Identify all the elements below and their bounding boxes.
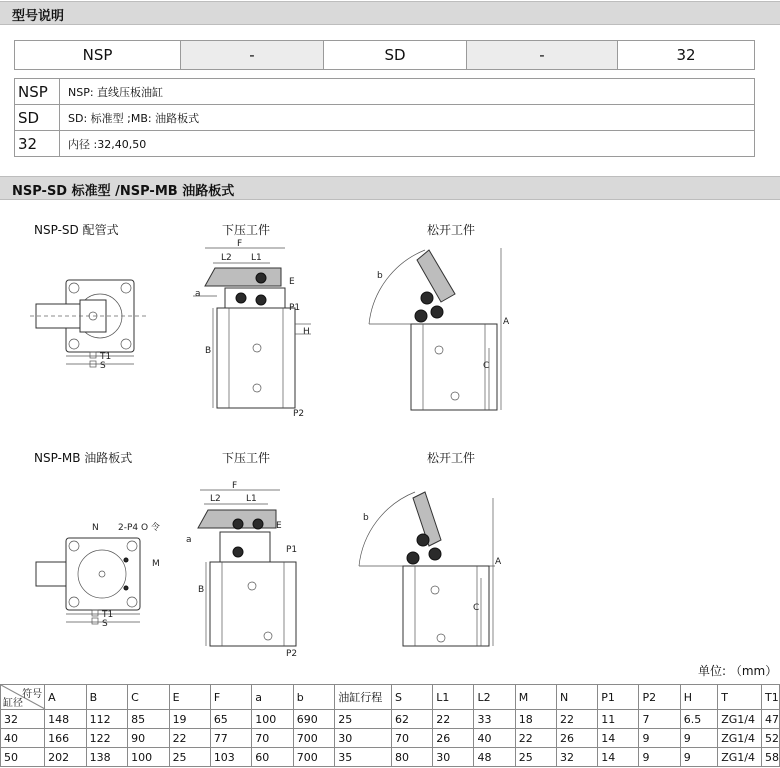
table-cell: 25 xyxy=(169,748,210,767)
column-header: A xyxy=(45,685,86,710)
dim-label: L2 xyxy=(210,494,221,504)
table-cell: 700 xyxy=(293,729,334,748)
table-cell: 22 xyxy=(433,710,474,729)
column-header: b xyxy=(293,685,334,710)
table-cell: 33 xyxy=(474,710,515,729)
code-desc-cell: SD: 标准型 ;MB: 油路板式 xyxy=(60,105,755,131)
table-cell: 14 xyxy=(598,729,639,748)
table-cell: 690 xyxy=(293,710,334,729)
column-header: 油缸行程 xyxy=(335,685,392,710)
table-cell: 35 xyxy=(335,748,392,767)
table-cell: 60 xyxy=(252,748,293,767)
dim-label: F xyxy=(232,481,238,491)
mb-release-view-drawing xyxy=(355,488,505,658)
table-cell: 112 xyxy=(86,710,127,729)
table-cell: 9 xyxy=(639,748,680,767)
code-cell: NSP xyxy=(15,79,60,105)
model-code-table xyxy=(14,40,755,70)
table-cell: 65 xyxy=(210,710,251,729)
table-cell: 22 xyxy=(169,729,210,748)
table-cell: 138 xyxy=(86,748,127,767)
model-section-header xyxy=(0,1,780,25)
table-cell: 25 xyxy=(515,748,556,767)
figure-label: 松开工件 xyxy=(427,451,476,465)
code-cell: SD xyxy=(15,105,60,131)
figure-label: 下压工件 xyxy=(222,223,271,237)
dim-label: N xyxy=(92,523,99,533)
sd-release-view-drawing xyxy=(365,238,515,423)
dim-label: T1 xyxy=(100,352,112,362)
table-row xyxy=(15,79,755,105)
dim-label: L1 xyxy=(251,253,262,263)
table-cell: 19 xyxy=(169,710,210,729)
figure-label: NSP-MB 油路板式 xyxy=(34,451,133,465)
corner-bottom-label: 缸径 xyxy=(3,698,23,709)
column-header: C xyxy=(128,685,169,710)
figure-label: 下压工件 xyxy=(222,451,271,465)
dim-label: L1 xyxy=(246,494,257,504)
model-code-part: 32 xyxy=(618,41,755,70)
dim-label: A xyxy=(503,317,510,327)
table-cell: 14 xyxy=(598,748,639,767)
table-cell: 9 xyxy=(680,729,717,748)
dim-label: P1 xyxy=(289,303,301,313)
dim-label: H xyxy=(303,327,310,337)
dim-label: F xyxy=(237,239,243,249)
corner-top-label: 符号 xyxy=(22,689,43,700)
table-cell: 40 xyxy=(474,729,515,748)
table-cell: 26 xyxy=(556,729,597,748)
column-header: S xyxy=(391,685,432,710)
code-description-table xyxy=(14,78,755,157)
table-cell: 18 xyxy=(515,710,556,729)
table-cell: 6.5 xyxy=(680,710,717,729)
model-code-part: SD xyxy=(324,41,467,70)
dim-label: B xyxy=(205,346,212,356)
code-desc-cell: 内径 :32,40,50 xyxy=(60,131,755,157)
table-cell: 32 xyxy=(556,748,597,767)
column-header: T xyxy=(718,685,762,710)
table-cell: 77 xyxy=(210,729,251,748)
figure-label: NSP-SD 配管式 xyxy=(34,223,119,237)
column-header: a xyxy=(252,685,293,710)
code-desc-cell: NSP: 直线压板油缸 xyxy=(60,79,755,105)
table-cell: 9 xyxy=(639,729,680,748)
table-cell: 47 xyxy=(762,710,780,729)
table-row xyxy=(1,710,780,729)
spec-header-row xyxy=(1,685,780,710)
table-row xyxy=(1,748,780,767)
table-cell: 26 xyxy=(433,729,474,748)
dim-label: M xyxy=(152,559,160,569)
dim-label: E xyxy=(276,521,282,531)
sd-top-view-drawing xyxy=(30,270,150,380)
table-cell: 11 xyxy=(598,710,639,729)
table-cell: 22 xyxy=(515,729,556,748)
table-cell: 85 xyxy=(128,710,169,729)
table-cell: 25 xyxy=(335,710,392,729)
table-cell: 32 xyxy=(1,710,45,729)
dim-label: P1 xyxy=(286,545,298,555)
table-cell: 70 xyxy=(252,729,293,748)
model-code-part: - xyxy=(181,41,324,70)
table-cell: 80 xyxy=(391,748,432,767)
table-cell: 52 xyxy=(762,729,780,748)
column-header: N xyxy=(556,685,597,710)
dim-label: S xyxy=(100,361,106,371)
dim-label: A xyxy=(495,557,502,567)
dim-label: b xyxy=(363,513,369,523)
column-header: P2 xyxy=(639,685,680,710)
column-header: L1 xyxy=(433,685,474,710)
table-cell: 30 xyxy=(433,748,474,767)
table-cell: 166 xyxy=(45,729,86,748)
dim-label: b xyxy=(377,271,383,281)
dim-label: S xyxy=(102,619,108,629)
spec-table xyxy=(0,684,780,767)
column-header: E xyxy=(169,685,210,710)
dim-label: B xyxy=(198,585,205,595)
column-header: B xyxy=(86,685,127,710)
column-header: P1 xyxy=(598,685,639,710)
column-header: F xyxy=(210,685,251,710)
table-cell: 70 xyxy=(391,729,432,748)
dim-label: 2-P4 O 令 xyxy=(118,523,160,533)
table-cell: ZG1/4 xyxy=(718,748,762,767)
sd-clamp-side-view-drawing xyxy=(185,238,325,423)
table-cell: 700 xyxy=(293,748,334,767)
dim-label: a xyxy=(186,535,192,545)
table-cell: 103 xyxy=(210,748,251,767)
model-code-part: NSP xyxy=(15,41,181,70)
dim-label: a xyxy=(195,289,201,299)
figure-label: 松开工件 xyxy=(427,223,476,237)
table-cell: 90 xyxy=(128,729,169,748)
mb-clamp-side-view-drawing xyxy=(180,480,320,660)
table-cell: 50 xyxy=(1,748,45,767)
dim-label: C xyxy=(483,361,490,371)
model-section-title: 型号说明 xyxy=(12,9,65,24)
column-header: M xyxy=(515,685,556,710)
table-row xyxy=(15,105,755,131)
corner-cell xyxy=(1,685,45,710)
mb-top-view-drawing xyxy=(30,518,160,628)
dim-label: P2 xyxy=(293,409,305,419)
dim-label: C xyxy=(473,603,480,613)
drawing-section-header xyxy=(0,176,780,200)
dim-label: E xyxy=(289,277,295,287)
table-cell: 48 xyxy=(474,748,515,767)
table-cell: ZG1/4 xyxy=(718,729,762,748)
drawing-section-title: NSP-SD 标准型 /NSP-MB 油路板式 xyxy=(12,184,235,199)
table-cell: 100 xyxy=(252,710,293,729)
unit-label: 单位: （mm） xyxy=(698,664,778,678)
dim-label: T1 xyxy=(102,610,114,620)
table-cell: 40 xyxy=(1,729,45,748)
table-cell: 100 xyxy=(128,748,169,767)
column-header: T1 xyxy=(762,685,780,710)
code-cell: 32 xyxy=(15,131,60,157)
dim-label: P2 xyxy=(286,649,298,659)
table-cell: ZG1/4 xyxy=(718,710,762,729)
table-cell: 58 xyxy=(762,748,780,767)
table-row xyxy=(15,131,755,157)
table-cell: 62 xyxy=(391,710,432,729)
table-cell: 7 xyxy=(639,710,680,729)
table-cell: 30 xyxy=(335,729,392,748)
dim-label: L2 xyxy=(221,253,232,263)
table-cell: 148 xyxy=(45,710,86,729)
table-cell: 202 xyxy=(45,748,86,767)
table-cell: 9 xyxy=(680,748,717,767)
column-header: L2 xyxy=(474,685,515,710)
column-header: H xyxy=(680,685,717,710)
table-cell: 22 xyxy=(556,710,597,729)
table-cell: 122 xyxy=(86,729,127,748)
table-row xyxy=(1,729,780,748)
model-code-part: - xyxy=(467,41,618,70)
